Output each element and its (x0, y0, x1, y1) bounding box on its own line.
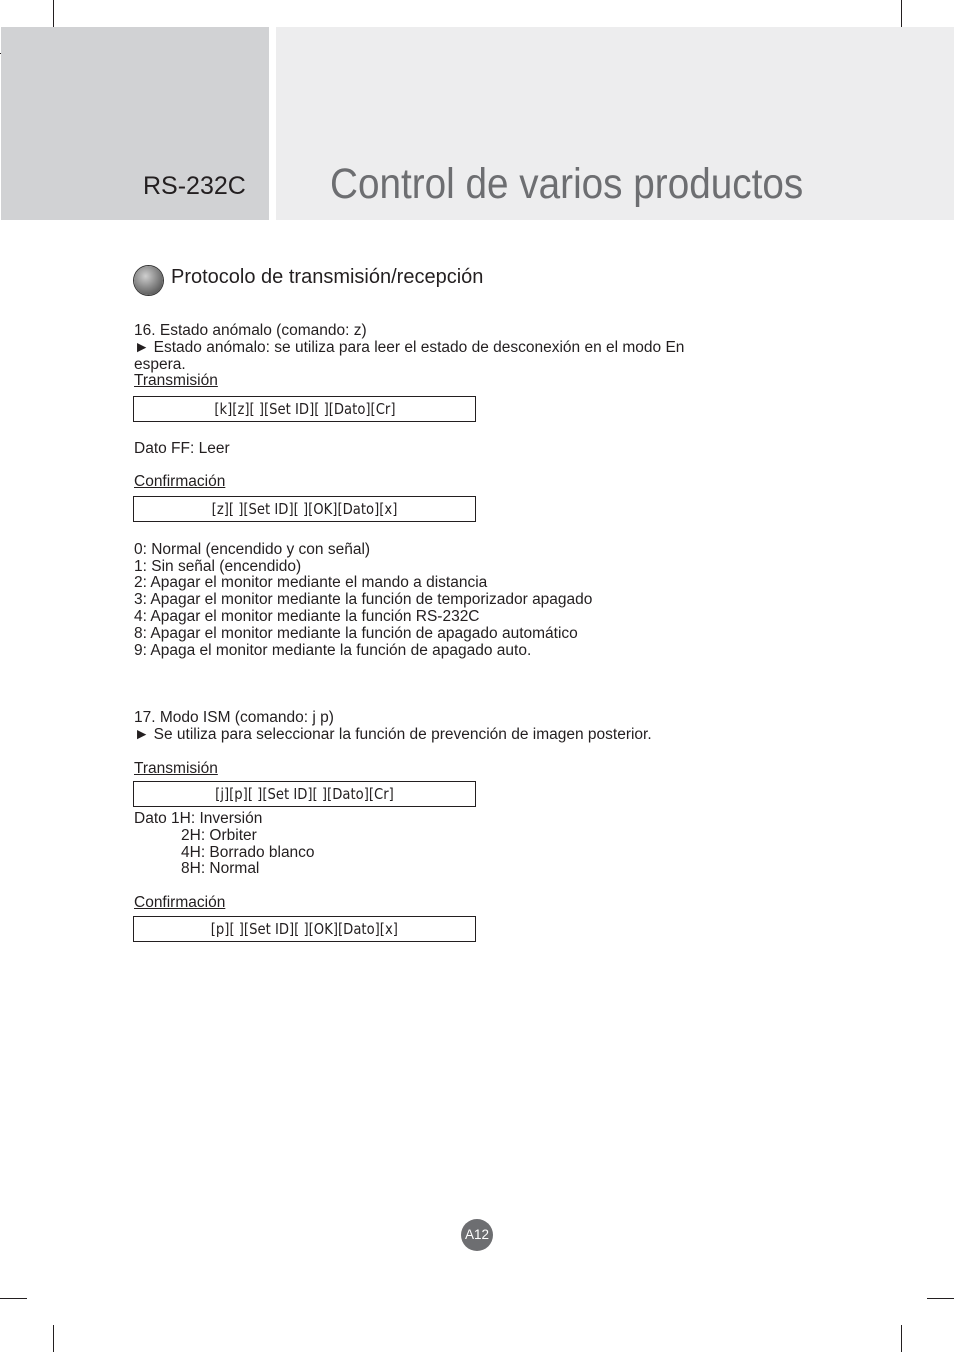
item16-confirmation-command: [z][ ][Set ID][ ][OK][Dato][x] (133, 496, 476, 522)
crop-mark (901, 1325, 902, 1352)
state-item: 0: Normal (encendido y con señal) (134, 541, 371, 558)
item16-data-note: Dato FF: Leer (134, 440, 230, 457)
item17-confirmation-command: [p][ ][Set ID][ ][OK][Dato][x] (133, 916, 476, 942)
item16-confirmation-label: Confirmación (134, 473, 226, 490)
item16-description: ► Estado anómalo: se utiliza para leer el estado de desconexión en el modo En (134, 339, 685, 356)
item17-heading: 17. Modo ISM (comando: j p) (134, 709, 334, 726)
crop-mark (0, 1298, 27, 1299)
page-number-badge: A12 (461, 1219, 493, 1251)
item17-transmission-command: [j][p][ ][Set ID][ ][Dato][Cr] (133, 781, 476, 807)
item17-data-value: 2H: Orbiter (181, 827, 257, 844)
item16-transmission-label: Transmisión (134, 372, 218, 389)
section-label: RS-232C (143, 172, 246, 200)
item16-heading: 16. Estado anómalo (comando: z) (134, 322, 367, 339)
state-item: 8: Apagar el monitor mediante la función de apagado automático (134, 625, 578, 642)
item17-transmission-label: Transmisión (134, 760, 218, 777)
crop-mark (53, 0, 54, 27)
state-item: 3: Apagar el monitor mediante la función de temporizador apagado (134, 591, 593, 608)
crop-mark (53, 1325, 54, 1352)
page-title: Control de varios productos (330, 160, 804, 208)
crop-mark (901, 0, 902, 27)
item16-description-cont: espera. (134, 356, 186, 373)
state-item: 4: Apagar el monitor mediante la función RS-232C (134, 608, 480, 625)
subtitle: Protocolo de transmisión/recepción (171, 266, 484, 288)
item17-data-first: Dato 1H: Inversión (134, 810, 263, 827)
crop-mark (927, 1298, 954, 1299)
state-item: 9: Apaga el monitor mediante la función de apagado auto. (134, 642, 532, 659)
state-item: 1: Sin señal (encendido) (134, 558, 302, 575)
item17-data-value: 4H: Borrado blanco (181, 844, 315, 861)
state-item: 2: Apagar el monitor mediante el mando a distancia (134, 574, 488, 591)
item17-data-value: 8H: Normal (181, 860, 260, 877)
sphere-bullet-icon (134, 266, 163, 295)
item17-confirmation-label: Confirmación (134, 894, 226, 911)
item17-description: ► Se utiliza para seleccionar la función de prevención de imagen posterior. (134, 726, 652, 743)
item16-transmission-command: [k][z][ ][Set ID][ ][Dato][Cr] (133, 396, 476, 422)
